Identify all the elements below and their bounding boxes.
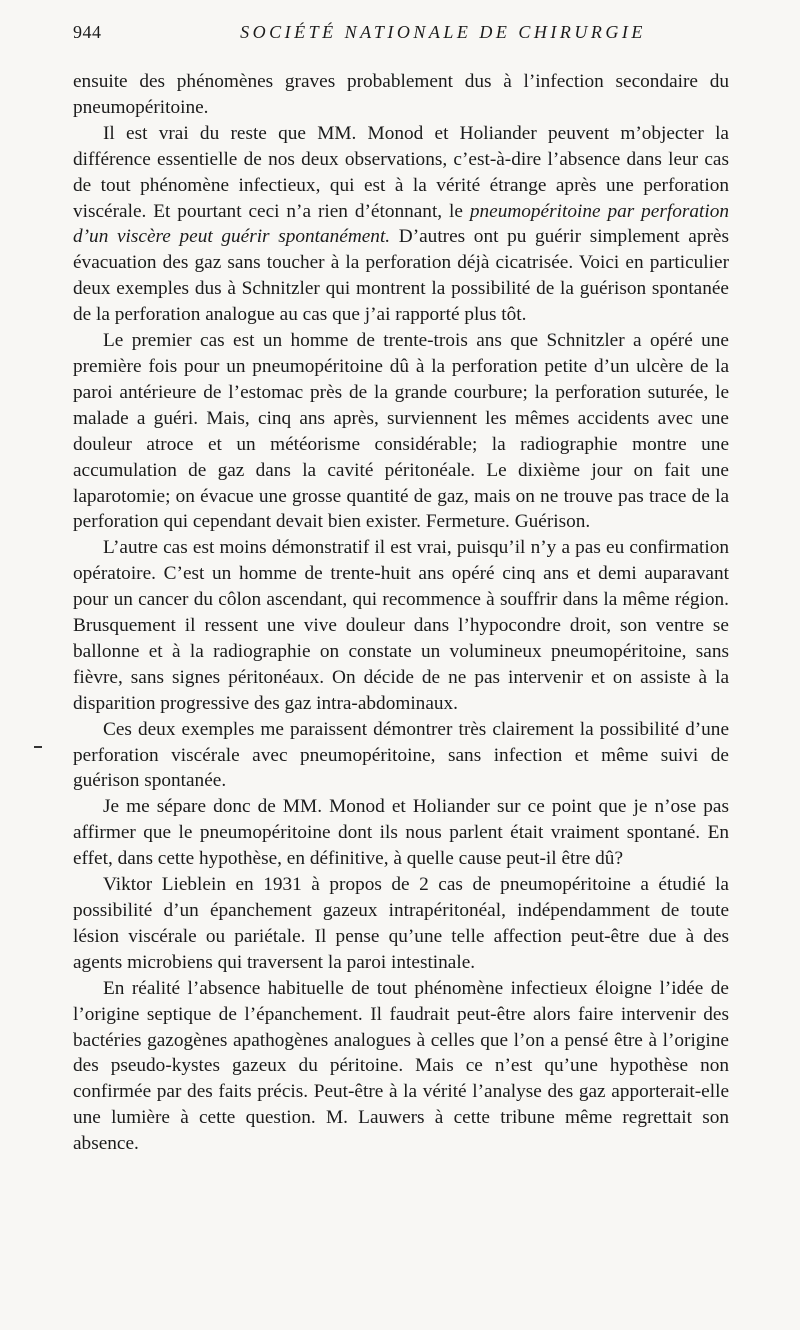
body-text — [73, 69, 729, 1157]
page-number: 944 — [73, 22, 102, 42]
paragraph-7: Viktor Lieblein en 1931 à propos de 2 cas de pneumopéritoine a étudié la possibilité d’un épanchement gazeux intrapéritonéal, indépendamment de toute lésion viscérale ou pariétale. Il pense qu’une telle affection peut-être due à des agents microbiens qui traversent la paroi intestinale. — [73, 874, 729, 973]
paragraph-4: L’autre cas est moins démonstratif il est vrai, puisqu’il n’y a pas eu confirmation opératoire. C’est un homme de trente-huit ans opéré cinq ans et demi auparavant pour un cancer du côlon ascendant, qui recommence à souffrir dans la même région. Brusquement il ressent une vive douleur dans l’hypocondre droit, son ventre se ballonne et à la radiographie on constate un volumineux pneumopéritoine, sans fièvre, sans signes péritonéaux. On décide de ne pas intervenir et on assiste à la disparition progressive des gaz intra-abdominaux. — [73, 537, 729, 714]
paragraph-1: ensuite des phénomènes graves probablement dus à l’infection secondaire du pneumopéritoine. — [73, 71, 729, 118]
paragraph-8: En réalité l’absence habituelle de tout phénomène infectieux éloigne l’idée de l’origine septique de l’épanchement. Il faudrait peut-être alors faire intervenir des bactéries gazogènes apathogènes analogues à celles que l’on a pensé être à l’origine des pseudo-kystes gazeux du péritoine. Mais ce n’est qu’une hypothèse non confirmée par des faits précis. Peut-être à la vérité l’analyse des gaz apporterait-elle une lumière à cette question. M. Lauwers à cette tribune même regrettait son absence. — [73, 977, 729, 1155]
paragraph-2-part-2: D’autres ont pu guérir simplement après évacuation des gaz sans toucher à la perforation déjà cicatrisée. Voici en particulier deux exemples dus à Schnitzler qui montrent la possibilité de la guérison spontanée de la perforation analogue au cas que j’ai rapporté plus tôt. — [73, 226, 729, 326]
paragraph-5: Ces deux exemples me paraissent démontrer très clairement la possibilité d’une perforation viscérale avec pneumopéritoine, sans infection et même suivi de guérison spontanée. — [73, 718, 729, 792]
paragraph-6: Je me sépare donc de MM. Monod et Holiander sur ce point que je n’ose pas affirmer que le pneumopéritoine dont ils nous parlent était vraiment spontané. En effet, dans cette hypothèse, en définitive, à quelle cause peut-il être dû? — [73, 796, 729, 870]
page-header — [73, 22, 729, 50]
paragraph-2 — [73, 121, 729, 328]
paragraph-2-italic: pneumopéritoine par perforation d’un viscère peut guérir spontanément. — [73, 200, 729, 248]
paragraph-3: Le premier cas est un homme de trente-trois ans que Schnitzler a opéré une première fois pour un pneumopéritoine dû à la perforation petite d’un ulcère de la paroi antérieure de l’estomac près de la grande courbure; la perforation suturée, le malade a guéri. Mais, cinq ans après, surviennent les mêmes accidents avec une douleur atroce et un météorisme considérable; la radiographie montre une accumulation de gaz dans la cavité péritonéale. Le dixième jour on fait une laparotomie; on évacue une grosse quantité de gaz, mais on ne trouve pas trace de la perforation qui cependant devait bien exister. Fermeture. Guérison. — [73, 330, 729, 533]
paragraph-2-part-1: Il est vrai du reste que MM. Monod et Holiander peuvent m’objecter la différence essentielle de nos deux observations, c’est-à-dire l’absence dans leur cas de tout phénomène infectieux, qui est à la vérité étrange après une perforation viscérale. Et pourtant ceci n’a rien d’étonnant, le — [73, 122, 729, 222]
running-title: SOCIÉTÉ NATIONALE DE CHIRURGIE — [240, 22, 646, 42]
margin-mark — [34, 746, 42, 748]
